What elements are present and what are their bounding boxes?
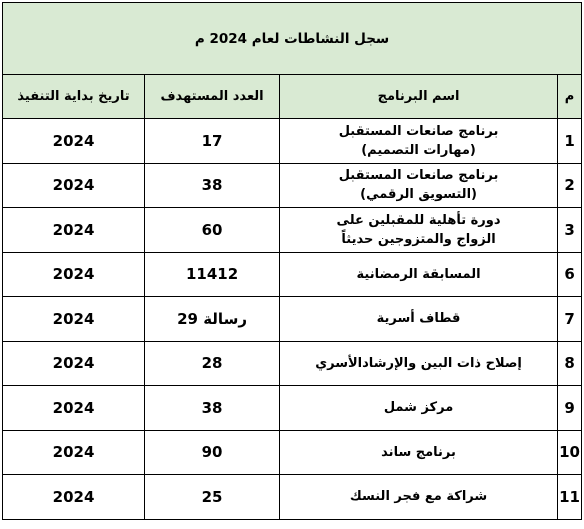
row-target-count: 11412 <box>145 252 280 297</box>
row-start-year: 2024 <box>3 119 145 164</box>
row-start-year: 2024 <box>3 430 145 475</box>
row-target-count: 38 <box>145 163 280 208</box>
table-row <box>3 163 582 208</box>
row-target-count: 17 <box>145 119 280 164</box>
table-row <box>3 430 582 475</box>
row-index: 2 <box>558 163 582 208</box>
row-start-year: 2024 <box>3 475 145 520</box>
activities-table <box>2 2 582 520</box>
row-index: 9 <box>558 386 582 431</box>
row-start-year: 2024 <box>3 386 145 431</box>
row-start-year: 2024 <box>3 163 145 208</box>
row-index: 3 <box>558 208 582 253</box>
row-program-name: إصلاح ذات البين والإرشادالأسري <box>280 341 558 386</box>
row-index: 10 <box>558 430 582 475</box>
row-target-count: رسالة 29 <box>145 297 280 342</box>
table-row <box>3 252 582 297</box>
row-program-name: قطاف أسرية <box>280 297 558 342</box>
row-program-name: برنامج صانعات المستقبل (مهارات التصميم) <box>280 119 558 164</box>
row-index: 6 <box>558 252 582 297</box>
header-index: م <box>558 75 582 119</box>
table-row <box>3 297 582 342</box>
row-start-year: 2024 <box>3 208 145 253</box>
table-row <box>3 208 582 253</box>
row-program-name: المسابقة الرمضانية <box>280 252 558 297</box>
row-index: 7 <box>558 297 582 342</box>
row-target-count: 28 <box>145 341 280 386</box>
row-index: 11 <box>558 475 582 520</box>
row-target-count: 25 <box>145 475 280 520</box>
table-row <box>3 341 582 386</box>
row-program-name: برنامج ساند <box>280 430 558 475</box>
row-program-name: برنامج صانعات المستقبل (التسويق الرقمي) <box>280 163 558 208</box>
table-row <box>3 475 582 520</box>
row-target-count: 90 <box>145 430 280 475</box>
row-index: 8 <box>558 341 582 386</box>
header-start-date: تاريخ بداية التنفيذ <box>3 75 145 119</box>
table-row <box>3 386 582 431</box>
row-start-year: 2024 <box>3 341 145 386</box>
row-program-name: شراكة مع فجر النسك <box>280 475 558 520</box>
header-target-count: العدد المستهدف <box>145 75 280 119</box>
row-start-year: 2024 <box>3 252 145 297</box>
row-program-name: مركز شمل <box>280 386 558 431</box>
table-title: سجل النشاطات لعام 2024 م <box>3 3 582 75</box>
row-target-count: 38 <box>145 386 280 431</box>
header-program-name: اسم البرنامج <box>280 75 558 119</box>
row-index: 1 <box>558 119 582 164</box>
row-target-count: 60 <box>145 208 280 253</box>
row-program-name: دورة تأهلية للمقبلين على الزواج والمتزوجين حديثاً <box>280 208 558 253</box>
row-start-year: 2024 <box>3 297 145 342</box>
table-row <box>3 119 582 164</box>
